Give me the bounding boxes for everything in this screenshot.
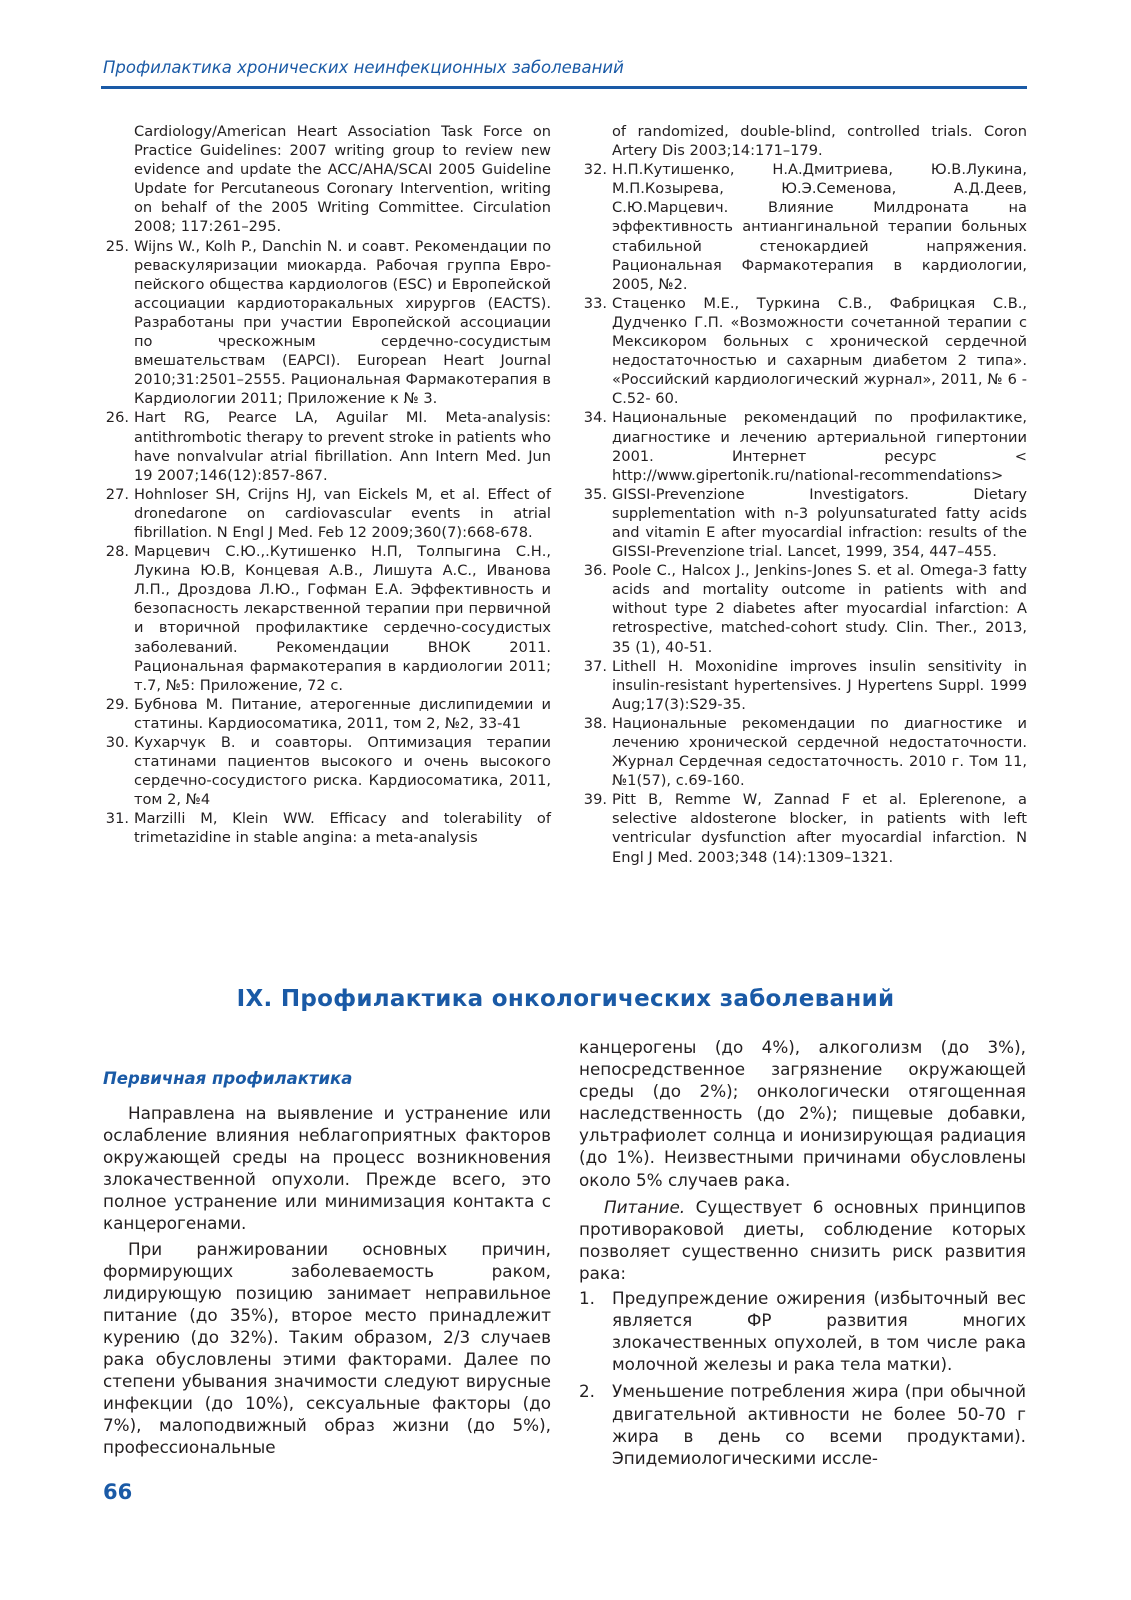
list-text: Предупреждение ожирения (избыточный вес является ФР развития многих злокачественных опухолей, в том числе рака молочной железы и рака тела матки).	[612, 1288, 1026, 1375]
reference-text: Кухарчук В. и соавторы. Оптимизация терапии статинами пациентов высокого и очень высокого сердечно-сосудистого риска. Кардиосоматика, 2011, том 2, №4	[134, 734, 551, 809]
reference-text: Стаценко М.Е., Туркина С.В., Фабрицкая С.В., Дудченко Г.П. «Возможности сочетанной терапии с Мексикором больных с хронической сердечной недостаточностью и сахарным диабетом 2 типа». «Российский кардиологический журнал», 2011, № 6 - С.52- 60.	[612, 294, 1027, 408]
reference-text: Lithell H. Moxonidine improves insulin sensitivity in insulin-resistant hypertensives. J Hypertens Suppl. 1999 Aug;17(3):S29-35.	[612, 657, 1027, 713]
page-number: 66	[103, 1480, 133, 1504]
reference-item	[98, 122, 551, 237]
running-header: Профилактика хронических неинфекционных заболеваний	[103, 58, 624, 77]
body-paragraph: При ранжировании основных причин, формирующих заболеваемость раком, лидирующую позицию занимает неправильное питание (до 35%), второе место принадлежит курению (до 32%). Таким образом, 2/3 случаев рака обусловлены этими факторами. Далее по степени убывания значимости следуют вирусные инфекции (до 10%), сексуальные факторы (до 7%), малоподвижный образ жизни (до 5%), профессиональные	[103, 1238, 551, 1458]
reference-item	[98, 542, 551, 695]
reference-item	[98, 485, 551, 542]
body-paragraph: канцерогены (до 4%), алкоголизм (до 3%), непосредственное загрязнение окружающей среды (до 2%); онкологически отягощенная наследственность (до 2%); пищевые добавки, ультрафиолет солнца и ионизирующая радиация (до 1%). Неизвестными причинами обусловлены около 5% случаев рака.	[579, 1037, 1026, 1190]
reference-text: Hart RG, Pearce LA, Aguilar MI. Meta-analysis: antithrombotic therapy to prevent stroke in patients who have nonvalvular atrial fibrillation. Ann Intern Med. Jun 19 2007;146(12):857-867.	[134, 409, 551, 484]
list-text: Уменьшение потребления жира (при обычной двигательной активности не более 50-70 г жира в день со всеми продуктами). Эпидемиологическими иссле-	[612, 1381, 1026, 1468]
reference-item	[98, 237, 551, 409]
reference-text: Марцевич С.Ю.,.Кутишенко Н.П, Толпыгина С.Н., Лукина Ю.В, Концевая А.В., Лишута А.С., Иванова Л.П., Дроздова Л.Ю., Гофман Е.А. Эффективность и безопасность лекарственной терапии при первичной и вторичной профилактике сердечно-сосудистых заболеваний. Рекомендации ВНОК 2011. Рациональная фармакотерапия в кардиологии 2011; т.7, №5: Приложение, 72 с.	[134, 543, 551, 694]
reference-number: 37.	[583, 657, 607, 675]
nutrition-text: Существует 6 основных принципов противораковой диеты, соблюдение которых позволяет существенно снизить риск развития рака:	[579, 1196, 1026, 1283]
reference-number: 26.	[105, 409, 129, 427]
header-rule	[101, 86, 1027, 89]
body-right-column	[579, 1036, 1026, 1474]
reference-text: Национальные рекомендации по диагностике и лечению хронической сердечной недостаточности. Журнал Сердечная седостаточность. 2010 г. Том 11, №1(57), с.69-160.	[612, 714, 1027, 790]
reference-text: Hohnloser SH, Crijns HJ, van Eickels M, et al. Effect of dronedarone on cardiovascular events in atrial fibrillation. N Engl J Med. Feb 12 2009;360(7):668-678.	[134, 485, 551, 541]
reference-item	[98, 809, 551, 847]
reference-number: 29.	[105, 695, 129, 713]
reference-item	[576, 561, 1027, 656]
reference-text: Pitt B, Remme W, Zannad F et al. Eplerenone, a selective aldosterone blocker, in patients with left ventricular dysfunction after myocardial infarction. N Engl J Med. 2003;348 (14):1309–1321.	[612, 791, 1027, 866]
reference-number: 27.	[105, 485, 129, 503]
reference-item	[576, 714, 1027, 790]
reference-text: Бубнова М. Питание, атерогенные дислипидемии и статины. Кардиосоматика, 2011, том 2, №2, 33-41	[134, 695, 551, 732]
section-title: IX. Профилактика онкологических заболеваний	[236, 986, 895, 1012]
reference-item	[98, 695, 551, 733]
reference-item	[576, 485, 1027, 561]
reference-item	[576, 408, 1027, 484]
body-paragraph: Направлена на выявление и устранение или ослабление влияния неблагоприятных факторов окружающей среды на процесс возникновения злокачественной опухоли. Прежде всего, это полное устранение или минимизация контакта с канцерогенами.	[103, 1103, 551, 1234]
reference-text: Национальные рекомендаций по профилактике, диагностике и лечению артериальной гипертонии 2001. Интернет ресурс < http://www.gipertonik.ru/national-recommendations>	[612, 409, 1027, 484]
reference-number: 30.	[105, 734, 129, 751]
reference-number: 28.	[105, 543, 129, 561]
reference-text: Wijns W., Kolh P., Danchin N. и соавт. Рекомендации по реваскуляризации миокарда. Рабочая группа Евро-пейского общества кардиологов (ESC) и Европейской ассоциации кардиоторакальных хирургов (EACTS). Разработаны при участии Европейской ассоциации по чрескожным сердечно-сосудистым вмешательствам (EAPCI). European Heart Journal 2010;31:2501–2555. Рациональная Фармакотерапия в Кардиологии 2011; Приложение к № 3.	[134, 237, 551, 408]
reference-number: 36.	[583, 562, 607, 580]
reference-item	[576, 790, 1027, 866]
references-right-column	[576, 122, 1027, 867]
references-left-column	[98, 122, 551, 848]
reference-number: 31.	[105, 810, 129, 828]
reference-number: 25.	[105, 237, 129, 255]
body-left-column	[103, 1102, 551, 1459]
reference-item	[98, 733, 551, 809]
reference-item	[576, 294, 1027, 409]
reference-number: 35.	[583, 485, 607, 503]
reference-item	[576, 657, 1027, 714]
reference-text: Poole C., Halcox J., Jenkins-Jones S. et al. Omega-3 fatty acids and mortality outcome in patients with and without type 2 diabetes after myocardial infarction: A retrospective, matched-cohort study. Clin. Ther., 2013, 35 (1), 40-51.	[612, 562, 1027, 656]
reference-item	[576, 160, 1027, 294]
reference-text: Н.П.Кутишенко, Н.А.Дмитриева, Ю.В.Лукина, М.П.Козырева, Ю.Э.Семенова, А.Д.Деев, С.Ю.Марцевич. Влияние Милдроната на эффективность антиангинальной терапии больных стабильной стенокардией напряжения. Рациональная Фармакотерапия в кардиологии, 2005, №2.	[612, 161, 1027, 293]
subheading: Первичная профилактика	[103, 1069, 353, 1088]
reference-number: 39.	[583, 791, 607, 809]
list-number: 1.	[579, 1288, 596, 1309]
reference-item	[98, 408, 551, 484]
list-item	[579, 1287, 1026, 1375]
reference-number: 38.	[583, 714, 607, 732]
reference-text: Cardiology/American Heart Association Task Force on Practice Guidelines: 2007 writing group to review new evidence and update the ACC/AHA/SCAI 2005 Guideline Update for Percutaneous Coronary Intervention, writing on behalf of the 2005 Writing Committee. Circulation 2008; 117:261–295.	[134, 123, 551, 236]
reference-text: of randomized, double-blind, controlled trials. Coron Artery Dis 2003;14:171–179.	[612, 123, 1027, 160]
reference-text: Marzilli M, Klein WW. Efficacy and tolerability of trimetazidine in stable angina: a meta-analysis	[134, 810, 551, 847]
list-number: 2.	[579, 1381, 596, 1402]
reference-number: 34.	[583, 409, 607, 427]
reference-number: 33.	[583, 294, 607, 312]
body-paragraph	[579, 1196, 1026, 1284]
reference-text: GISSI-Prevenzione Investigators. Dietary supplementation with n-3 polyunsaturated fatty acids and vitamin E after myocardial infraction: results of the GISSI-Prevenzione trial. Lancet, 1999, 354, 447–455.	[612, 485, 1027, 561]
reference-item	[576, 122, 1027, 160]
numbered-list	[579, 1287, 1026, 1469]
list-item	[579, 1380, 1026, 1468]
reference-number: 32.	[583, 161, 607, 179]
nutrition-label: Питание.	[604, 1196, 686, 1217]
